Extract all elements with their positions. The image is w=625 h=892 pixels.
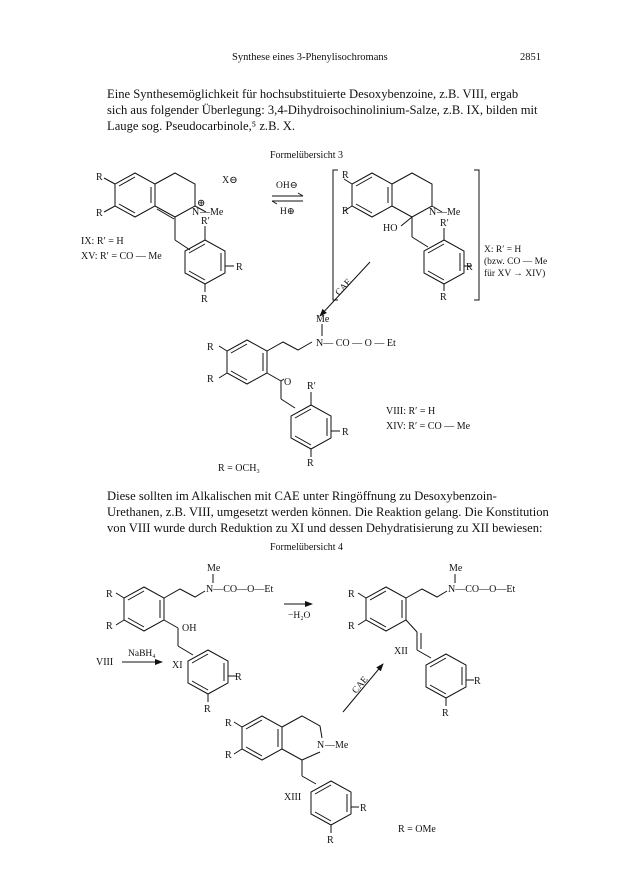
atom-label-r: R — [201, 294, 208, 305]
urethane-chain: N—CO—O—Et — [206, 584, 274, 595]
compound-label-viii: VIII — [96, 657, 114, 668]
reagent-cae: CAE — [350, 674, 371, 696]
atom-label-r: R — [236, 262, 243, 273]
atom-label-r: R — [348, 589, 355, 600]
compound-label-x: X: R′ = H — [484, 245, 522, 255]
reagent-dehydration: −H₂O — [288, 611, 311, 621]
counter-ion: X⊖ — [222, 175, 238, 186]
atom-label-r: R — [360, 803, 367, 814]
compound-label-xv: XV: R′ = CO — Me — [81, 251, 162, 262]
text-line: von VIII wurde durch Reduktion zu XI und dessen Dehydratisierung zu XII bewiesen: — [107, 521, 543, 535]
equilibrium-arrows — [272, 193, 303, 204]
atom-label-r: R — [307, 458, 314, 469]
compound-label-x-note: für XV → XIV) — [484, 269, 546, 279]
atom-label-r: R — [106, 621, 113, 632]
atom-label-me: Me — [316, 314, 330, 325]
scheme-3-caption: Formelübersicht 3 — [270, 150, 344, 161]
atom-label-r: R — [204, 704, 211, 715]
atom-label-n: N — [317, 740, 325, 751]
text-line: Eine Synthesemöglichkeit für hochsubstituierte Desoxybenzoine, z.B. VIII, ergab — [107, 87, 519, 101]
atom-label-r-prime: R′ — [307, 381, 316, 392]
structure-xiii — [234, 716, 359, 833]
atom-label-o: O — [284, 377, 292, 388]
text-line: Lauge sog. Pseudocarbinole,⁵ z.B. X. — [107, 119, 296, 133]
r-definition: R = OMe — [398, 824, 436, 835]
scheme-4-caption: Formelübersicht 4 — [270, 542, 344, 553]
atom-label-ho: HO — [383, 223, 398, 234]
plus-charge: ⊕ — [197, 198, 206, 209]
atom-label-n: N — [429, 207, 437, 218]
text-line: Diese sollten im Alkalischen mit CAE unter Ringöffnung zu Desoxybenzoin- — [107, 489, 497, 503]
atom-label-r: R — [474, 676, 481, 687]
atom-label-me: —Me — [325, 740, 349, 751]
compound-label-xiv: XIV: R′ = CO — Me — [386, 421, 471, 432]
reagent-nabh4: NaBH₄ — [128, 649, 156, 659]
atom-label-r: R — [225, 718, 232, 729]
atom-label-me: Me — [207, 563, 221, 574]
atom-label-r: R — [466, 262, 473, 273]
text-line: sich aus folgender Überlegung: 3,4-Dihydroisochinolinium-Salze, z.B. IX, bilden mit — [107, 103, 538, 117]
atom-label-oh: OH — [182, 623, 197, 634]
text-line: Urethanen, z.B. VIII, umgesetzt werden können. Die Reaktion gelang. Die Konstitution — [107, 505, 549, 519]
reagent-hydroxide: OH⊖ — [276, 181, 298, 191]
r-definition: R = OCH₃ — [218, 463, 260, 474]
atom-label-me: —Me — [200, 207, 224, 218]
structure-ix — [104, 173, 234, 292]
structure-x — [333, 170, 479, 300]
running-title: Synthese eines 3-Phenylisochromans — [232, 52, 388, 63]
atom-label-r: R — [96, 208, 103, 219]
atom-label-r: R — [342, 427, 349, 438]
atom-label-r: R — [207, 374, 214, 385]
compound-label-viii: VIII: R′ = H — [386, 406, 436, 417]
atom-label-r: R — [235, 672, 242, 683]
atom-label-r: R — [348, 621, 355, 632]
compound-label-xiii: XIII — [284, 792, 302, 803]
compound-label-x-alt: (bzw. CO — Me — [484, 257, 548, 267]
urethane-chain: N— CO — O — Et — [316, 338, 396, 349]
atom-label-n: N — [192, 207, 200, 218]
compound-label-xi: XI — [172, 660, 183, 671]
atom-label-r-prime: R′ — [201, 216, 210, 227]
atom-label-r: R — [96, 172, 103, 183]
compound-label-xii: XII — [394, 646, 408, 657]
atom-label-r: R — [327, 835, 334, 846]
reagent-cae: CAE — [333, 277, 355, 299]
atom-label-me: —Me — [437, 207, 461, 218]
atom-label-r: R — [207, 342, 214, 353]
page-number: 2851 — [520, 52, 541, 63]
atom-label-r: R — [225, 750, 232, 761]
atom-label-r: R — [440, 292, 447, 303]
atom-label-r: R — [106, 589, 113, 600]
atom-label-me: Me — [449, 563, 463, 574]
compound-label-ix: IX: R′ = H — [81, 236, 124, 247]
urethane-chain: N—CO—O—Et — [448, 584, 516, 595]
atom-label-r: R — [442, 708, 449, 719]
atom-label-r: R — [342, 206, 349, 217]
reagent-acid: H⊕ — [280, 207, 295, 217]
atom-label-r: R — [342, 170, 349, 181]
atom-label-r-prime: R′ — [440, 218, 449, 229]
